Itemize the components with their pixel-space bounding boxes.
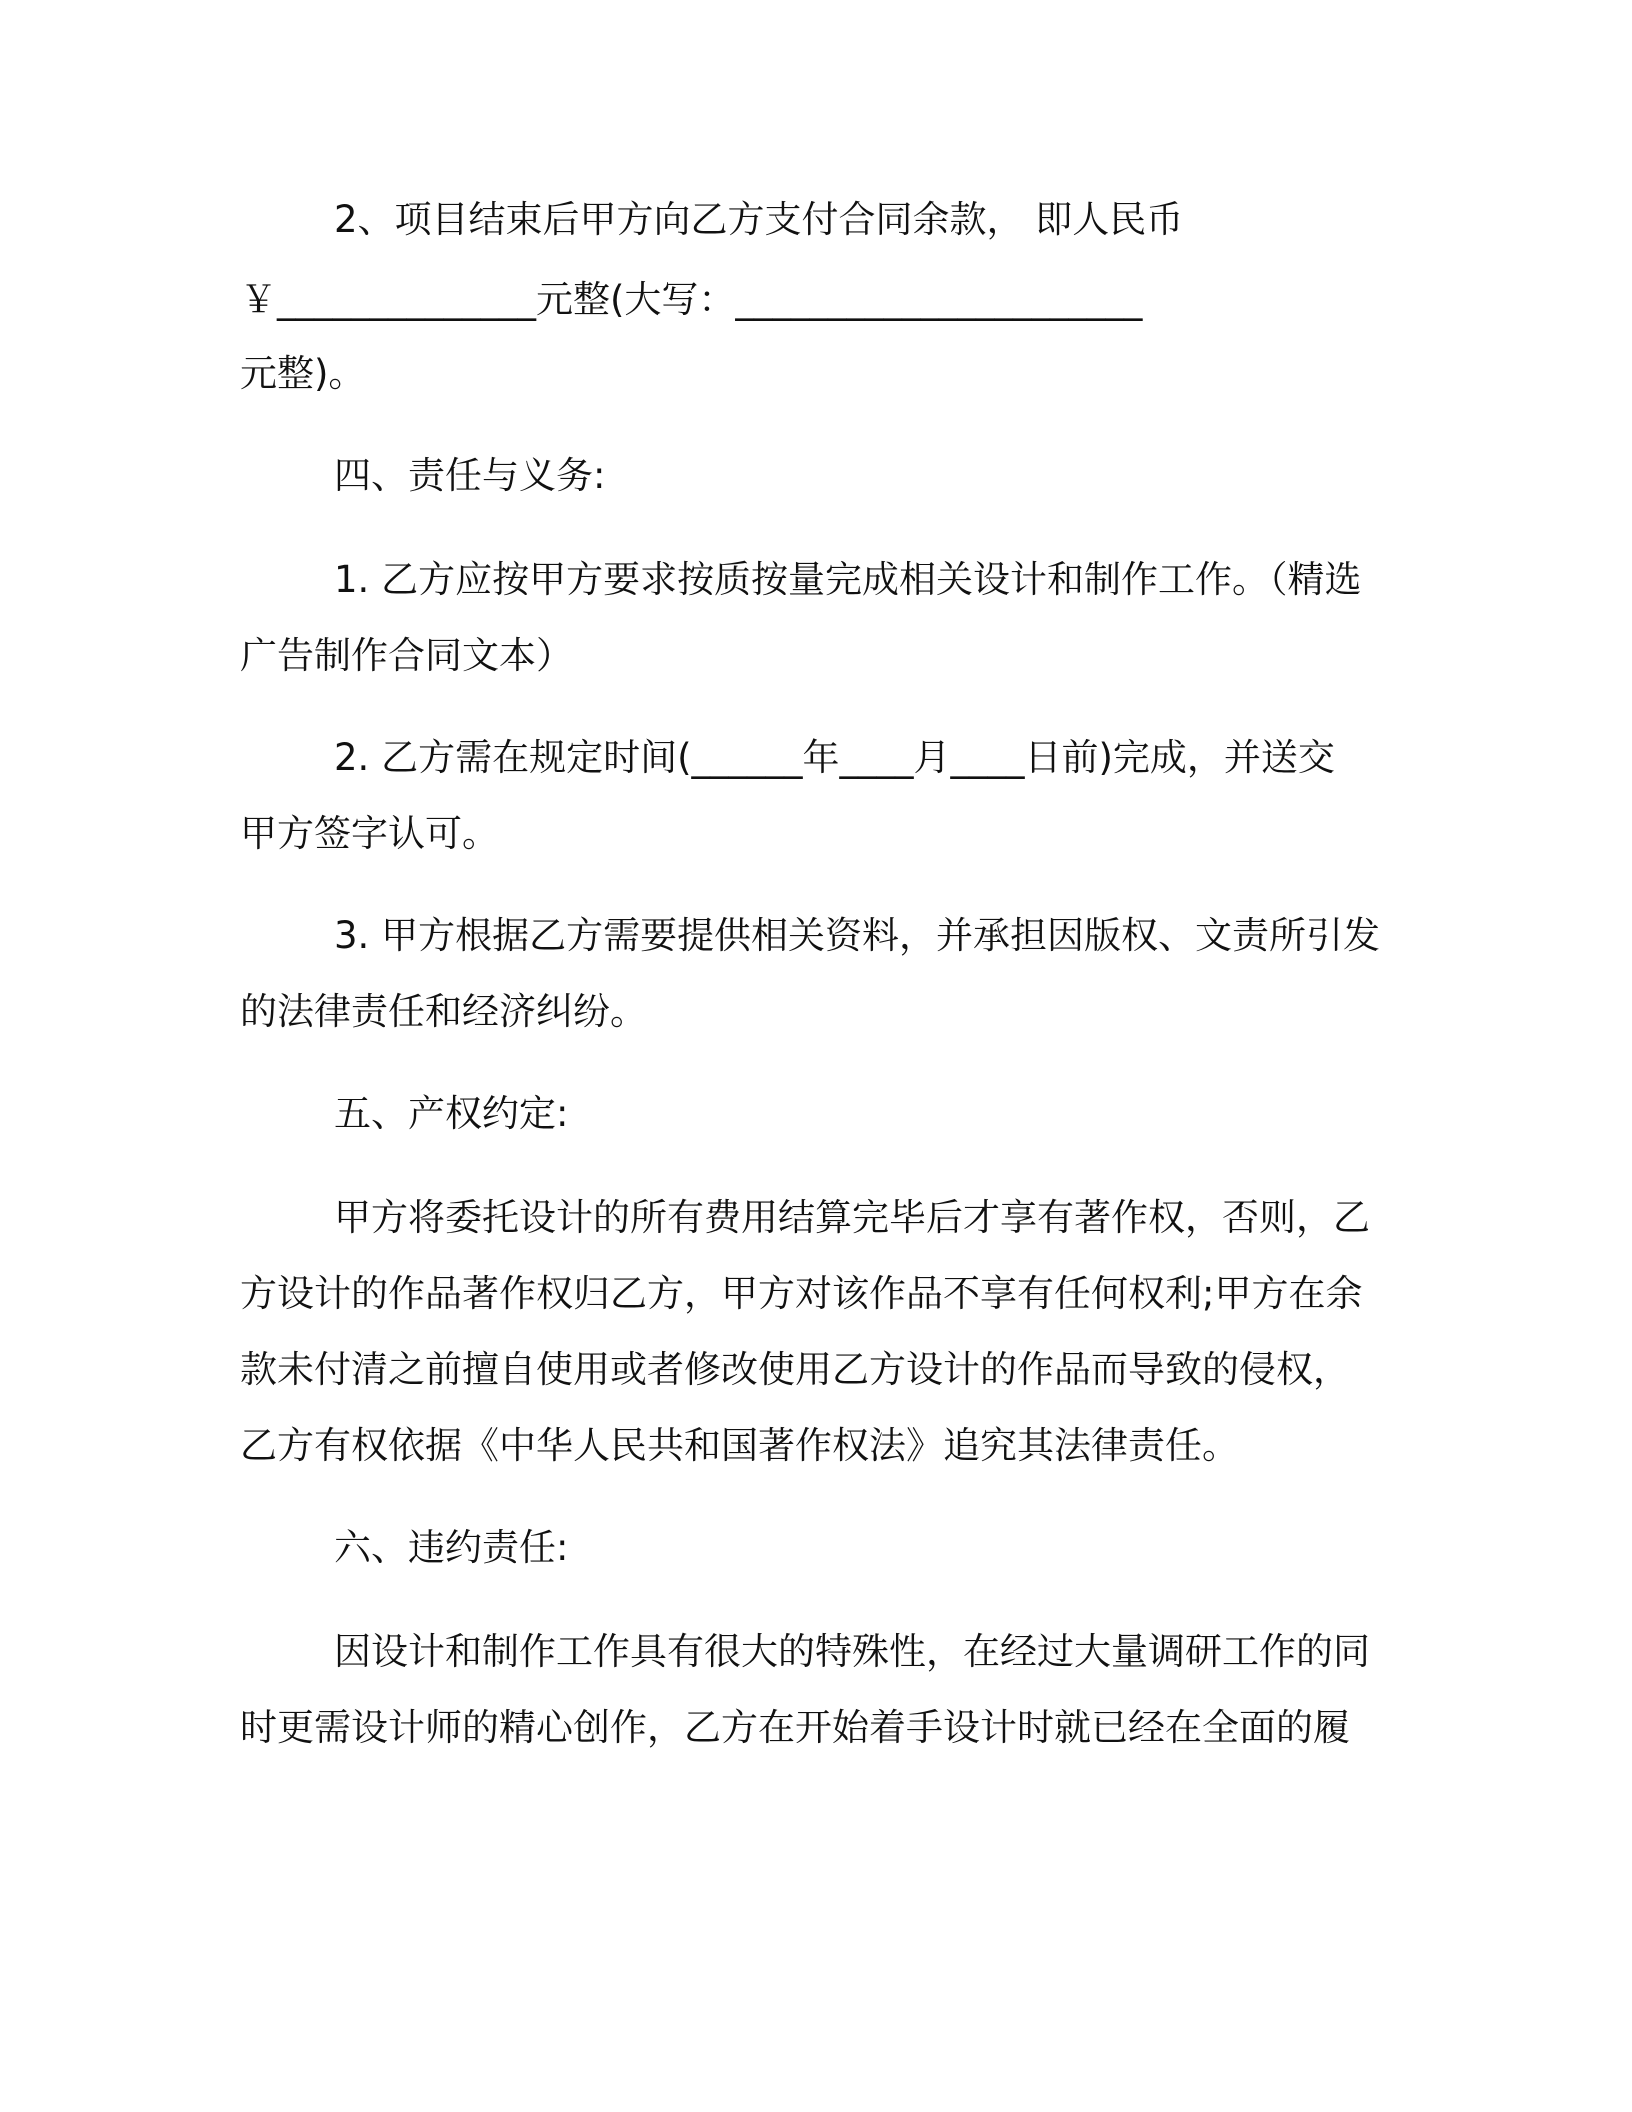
responsibility-item-3: 3. 甲方根据乙方需要提供相关资料，并承担因版权、文责所引发 xyxy=(334,914,1381,957)
property-rights-paragraph-line-1: 甲方将委托设计的所有费用结算完毕后才享有著作权，否则，乙 xyxy=(334,1196,1370,1239)
payment-amount-ending: 元整)。 xyxy=(240,352,366,395)
responsibility-item-2-continuation: 甲方签字认可。 xyxy=(240,812,499,855)
payment-amount-blank-line: ￥______________元整(大写：______________________ xyxy=(240,278,1143,321)
responsibility-item-3-continuation: 的法律责任和经济纠纷。 xyxy=(240,990,647,1033)
responsibility-item-1: 1. 乙方应按甲方要求按质按量完成相关设计和制作工作。（精选 xyxy=(334,558,1362,601)
section-heading-breach-liability: 六、违约责任: xyxy=(334,1526,569,1569)
property-rights-paragraph-line-4: 乙方有权依据《中华人民共和国著作权法》追究其法律责任。 xyxy=(240,1424,1239,1467)
section-heading-responsibilities: 四、责任与义务: xyxy=(334,454,606,497)
payment-balance-clause: 2、项目结束后甲方向乙方支付合同余款， 即人民币 xyxy=(334,198,1184,241)
breach-liability-paragraph-line-1: 因设计和制作工作具有很大的特殊性，在经过大量调研工作的同 xyxy=(334,1630,1370,1673)
breach-liability-paragraph-line-2: 时更需设计师的精心创作，乙方在开始着手设计时就已经在全面的履 xyxy=(240,1706,1350,1749)
responsibility-item-1-continuation: 广告制作合同文本） xyxy=(240,634,573,677)
section-heading-property-rights: 五、产权约定: xyxy=(334,1092,569,1135)
responsibility-item-2: 2. 乙方需在规定时间(______年____月____日前)完成，并送交 xyxy=(334,736,1335,779)
property-rights-paragraph-line-2: 方设计的作品著作权归乙方，甲方对该作品不享有任何权利;甲方在余 xyxy=(240,1272,1363,1315)
property-rights-paragraph-line-3: 款未付清之前擅自使用或者修改使用乙方设计的作品而导致的侵权， xyxy=(240,1348,1350,1391)
